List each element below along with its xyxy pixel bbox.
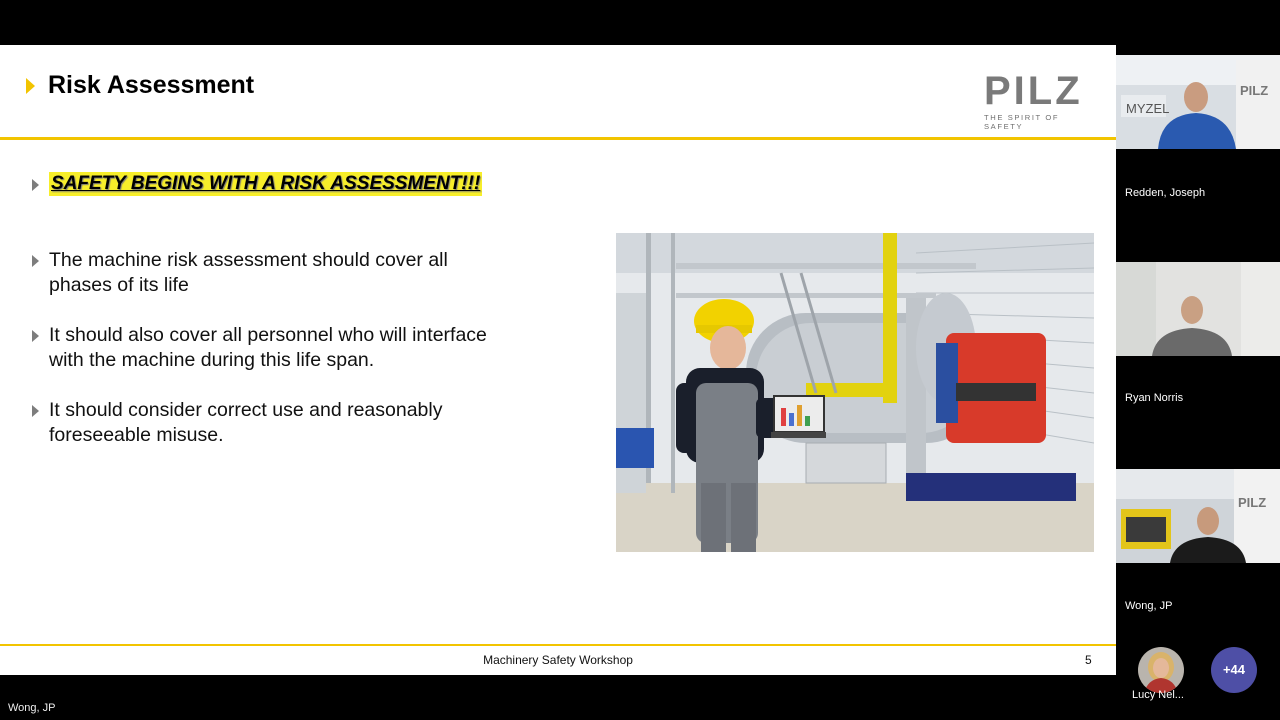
bullet-item <box>49 323 549 373</box>
boiler-room-photo <box>616 233 1094 552</box>
participant-video <box>1116 469 1280 563</box>
wall-logo: PILZ <box>1240 83 1269 98</box>
bullet-line: The machine risk assessment should cover all <box>49 249 448 271</box>
participant-video <box>1116 55 1280 149</box>
footer-divider <box>0 644 1116 646</box>
bullet-arrow-icon <box>32 330 39 342</box>
active-speaker-label: Wong, JP <box>8 702 56 714</box>
title-divider <box>0 137 1116 140</box>
participant-tile[interactable] <box>1116 262 1280 462</box>
slide-title: Risk Assessment <box>48 71 255 99</box>
participant-name: Redden, Joseph <box>1125 187 1206 199</box>
bullet-line: It should also cover all personnel who will interface <box>49 324 487 346</box>
slide-footer: Machinery Safety Workshop <box>483 653 633 667</box>
participant-name: Wong, JP <box>1125 600 1173 612</box>
participant-tile[interactable] <box>1116 469 1280 669</box>
participants-panel <box>1116 55 1280 720</box>
bullet-line: It should consider correct use and reasonably <box>49 399 443 421</box>
presentation-slide <box>0 45 1116 675</box>
bullet-arrow-icon <box>32 255 39 267</box>
headline-highlight: SAFETY BEGINS WITH A RISK ASSESSMENT!!! <box>51 173 481 194</box>
bullet-arrow-icon <box>32 405 39 417</box>
bullet-item <box>49 248 549 298</box>
bullet-line: with the machine during this life span. <box>49 349 375 371</box>
logo-word: PILZ <box>984 69 1083 113</box>
wall-logo: PILZ <box>1238 495 1267 510</box>
avatar-image <box>1138 647 1184 693</box>
participant-avatar[interactable] <box>1138 647 1184 693</box>
participant-name: Ryan Norris <box>1125 392 1184 404</box>
participant-tile[interactable] <box>1116 55 1280 255</box>
logo-tagline: THE SPIRIT OF SAFETY <box>984 113 1060 131</box>
bullet-item <box>49 398 549 448</box>
more-participants-button[interactable]: +44 <box>1211 647 1257 693</box>
wall-sign: MYZEL <box>1126 101 1170 116</box>
title-arrow-icon <box>26 78 35 94</box>
participant-video <box>1116 262 1280 356</box>
bullet-line: foreseeable misuse. <box>49 424 224 446</box>
bullet-line: phases of its life <box>49 274 189 296</box>
bullet-arrow-icon <box>32 179 39 191</box>
participant-name: Lucy Nel... <box>1132 689 1184 701</box>
pilz-logo <box>984 71 1092 131</box>
slide-page-number: 5 <box>1085 653 1092 667</box>
